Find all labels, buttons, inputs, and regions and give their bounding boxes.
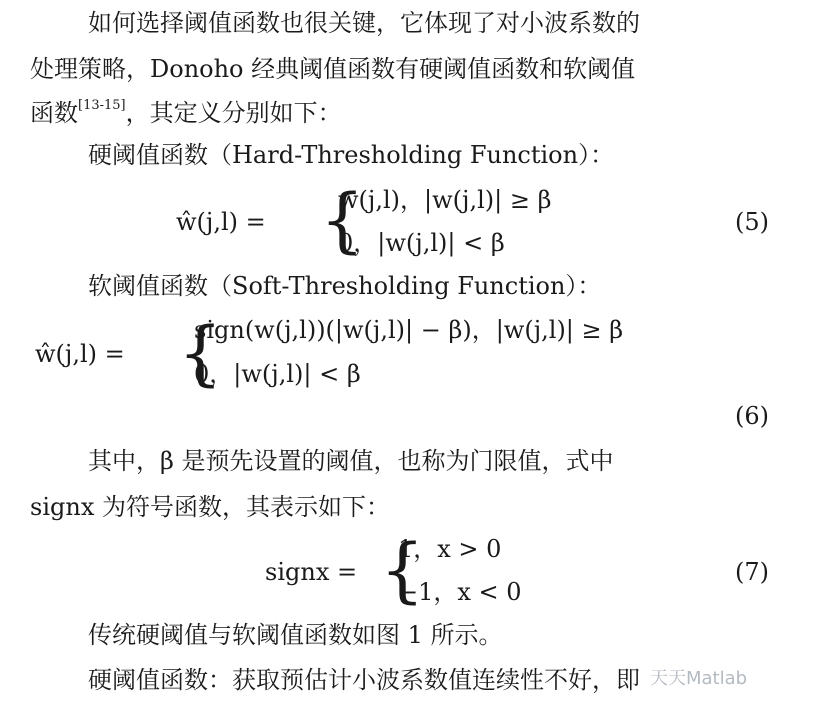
equation-number: (7) — [735, 558, 769, 586]
watermark: 天天Matlab — [650, 668, 748, 689]
equation-case: −1，x < 0 — [398, 578, 522, 606]
text-segment: ，其定义分别如下： — [125, 99, 342, 127]
equation-number: (6) — [735, 402, 769, 430]
equation-case: sign(w(j,l))(|w(j,l)| − β)，|w(j,l)| ≥ β — [194, 316, 624, 344]
equation-number: (5) — [735, 208, 769, 236]
paragraph-line: signx 为符号函数，其表示如下： — [30, 493, 390, 521]
equation-lhs: signx = — [265, 558, 358, 586]
brace-icon: { — [320, 179, 365, 261]
paragraph-line — [30, 96, 342, 135]
paragraph-line: 硬阈值函数：获取预估计小波系数值连续性不好，即 — [88, 666, 640, 694]
section-heading: 硬阈值函数（Hard-Thresholding Function）： — [88, 141, 615, 169]
section-heading: 软阈值函数（Soft-Thresholding Function）： — [88, 272, 602, 300]
citation: [13-15] — [78, 98, 126, 113]
brace-icon: { — [178, 312, 223, 394]
brace-icon: { — [380, 529, 425, 611]
equation-case: 0，|w(j,l)| < β — [194, 360, 361, 388]
text-segment: 函数 — [30, 99, 78, 127]
equation-case: w(j,l)，|w(j,l)| ≥ β — [338, 186, 552, 214]
paragraph-line: 如何选择阈值函数也很关键，它体现了对小波系数的 — [88, 9, 640, 37]
equation-lhs: ŵ(j,l) = — [176, 208, 266, 236]
equation-lhs: ŵ(j,l) = — [35, 340, 125, 368]
equation-case: 1，x > 0 — [398, 535, 502, 563]
paragraph-line: 处理策略，Donoho 经典阈值函数有硬阈值函数和软阈值 — [30, 55, 636, 83]
equation-case: 0，|w(j,l)| < β — [338, 229, 505, 257]
paragraph-line: 传统硬阈值与软阈值函数如图 1 所示。 — [88, 621, 503, 649]
paragraph-line: 其中，β 是预先设置的阈值，也称为门限值，式中 — [88, 447, 614, 475]
